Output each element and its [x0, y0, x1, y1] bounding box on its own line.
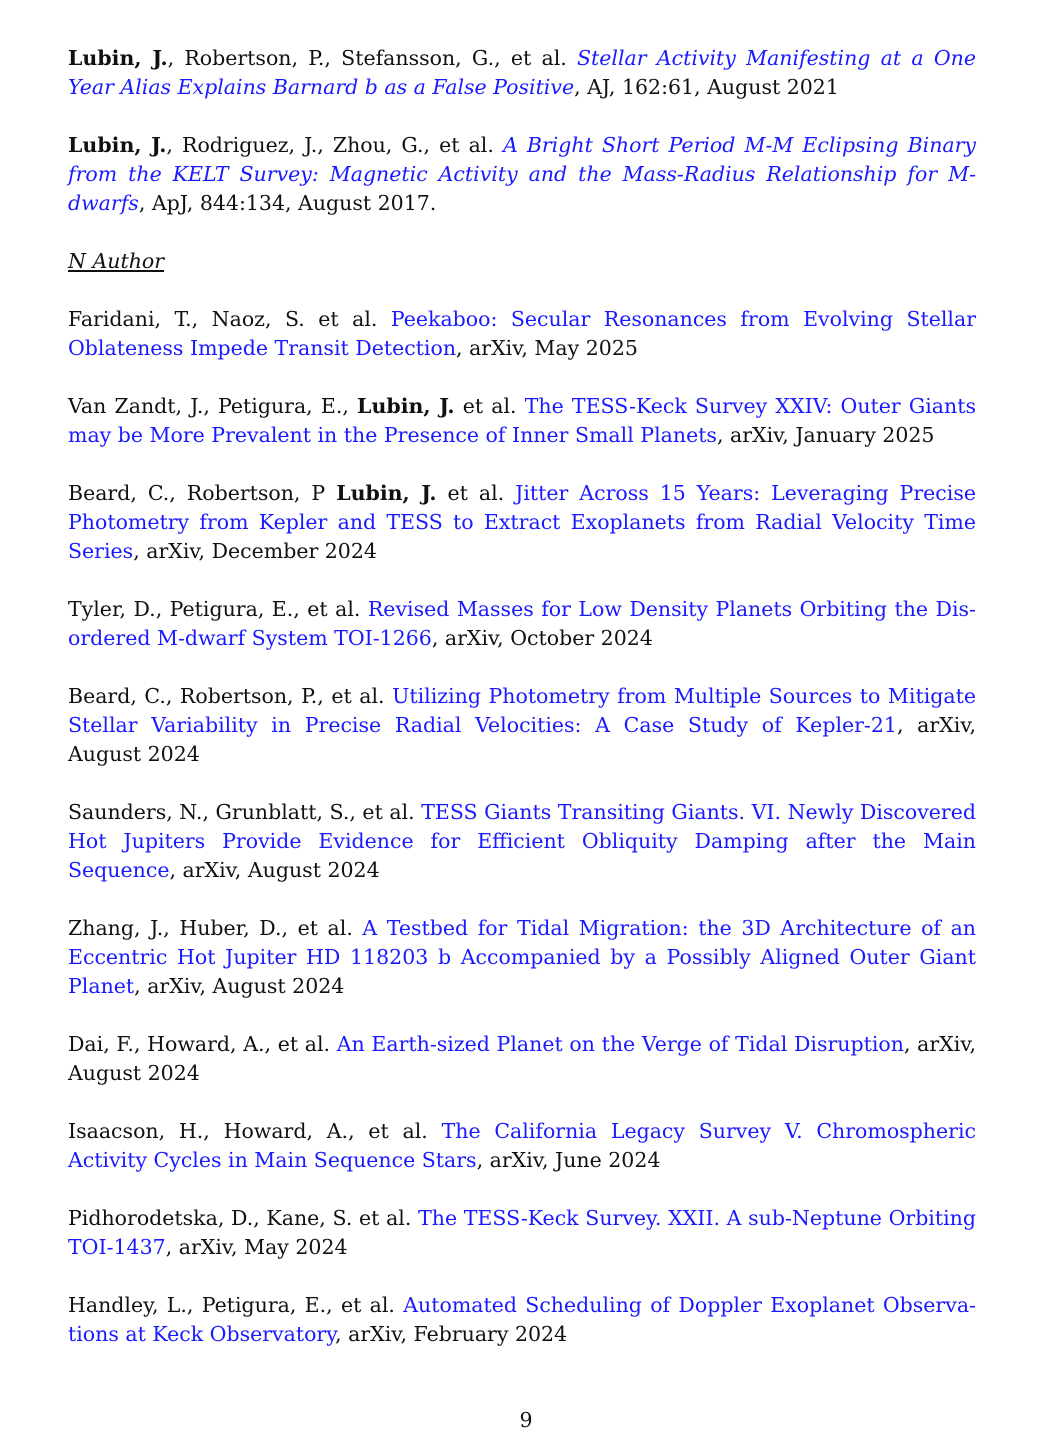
venue: , arXiv, August 2024 [169, 858, 380, 882]
paper-title-link[interactable]: Utilizing Photometry from Multiple Sources to Mitigate Stellar Variability in Precise Radial Velocities: A Case Study of Kepler-21 [68, 684, 976, 737]
venue: , arXiv, June 2024 [476, 1148, 661, 1172]
venue: , arXiv, December 2024 [133, 539, 377, 563]
author-self: Lubin, J. [68, 133, 167, 157]
publication-entry [68, 914, 976, 1001]
publication-entry [68, 1291, 976, 1349]
venue: , AJ, 162:61, August 2021 [574, 75, 839, 99]
venue: , arXiv, August 2024 [68, 713, 977, 766]
authors: Beard, C., Robertson, P., et al. [68, 684, 385, 708]
authors-after: et al. [447, 481, 505, 505]
paper-title-link[interactable]: Stellar Activity Manifesting at a One Year Alias Explains Barnard b as a False Positive [68, 46, 976, 99]
page-number: 9 [519, 1408, 533, 1432]
authors: Faridani, T., Naoz, S. et al. [68, 307, 378, 331]
authors: Isaacson, H., Howard, A., et al. [68, 1119, 428, 1143]
authors: Pidhorodetska, D., Kane, S. et al. [68, 1206, 412, 1230]
author-self: Lubin, J. [68, 46, 168, 70]
section-heading-n-author: N Author [68, 249, 165, 273]
paper-title-link[interactable]: Jitter Across 15 Years: Leveraging Precise Photometry from Kepler and TESS to Extract Exoplanets from Radial Velocity Time Series [68, 481, 976, 563]
authors: Saunders, N., Grunblatt, S., et al. [68, 800, 415, 824]
venue: , arXiv, January 2025 [716, 423, 935, 447]
coauthors: , Rodriguez, J., Zhou, G., et al. [166, 133, 494, 157]
publication-entry [68, 1030, 976, 1088]
publication-entry [68, 1204, 976, 1262]
publication-list [68, 44, 976, 1378]
publication-entry [68, 392, 976, 450]
paper-title-link[interactable]: The California Legacy Survey V. Chromospheric Activity Cycles in Main Sequence Stars [68, 1119, 976, 1172]
authors: Tyler, D., Petigura, E., et al. [68, 597, 361, 621]
publication-entry [68, 682, 976, 769]
authors: Handley, L., Petigura, E., et al. [68, 1293, 395, 1317]
paper-title-link[interactable]: A Testbed for Tidal Migration: the 3D Architecture of an Eccentric Hot Jupiter HD 118203 b Accompanied by a Possibly Aligned Outer Giant Planet [68, 916, 976, 998]
coauthors: , Robertson, P., Stefansson, G., et al. [167, 46, 567, 70]
venue: , arXiv, May 2024 [165, 1235, 348, 1259]
paper-title-link[interactable]: Automated Scheduling of Doppler Exoplanet Observations at Keck Observatory [68, 1293, 976, 1346]
publication-entry [68, 44, 976, 102]
author-self: Lubin, J. [357, 394, 455, 418]
venue: , arXiv, August 2024 [134, 974, 345, 998]
publication-entry [68, 131, 976, 218]
authors-after: et al. [462, 394, 517, 418]
publication-entry [68, 305, 976, 363]
authors: Zhang, J., Huber, D., et al. [68, 916, 353, 940]
venue: , arXiv, May 2025 [456, 336, 638, 360]
paper-title-link[interactable]: The TESS-Keck Survey. XXII. A sub-Neptune Orbiting TOI-1437 [68, 1206, 976, 1259]
paper-title-link[interactable]: Peekaboo: Secular Resonances from Evolving Stellar Oblateness Impede Transit Detection [68, 307, 976, 360]
venue: , arXiv, October 2024 [431, 626, 653, 650]
publication-entry [68, 1117, 976, 1175]
venue: , arXiv, August 2024 [68, 1032, 976, 1085]
venue: , ApJ, 844:134, August 2017. [138, 191, 437, 215]
paper-title-link[interactable]: A Bright Short Period M-M Eclipsing Binary from the KELT Survey: Magnetic Activity and the Mass-Radius Relationship for M-dwarfs [68, 133, 976, 215]
venue: , arXiv, February 2024 [335, 1322, 568, 1346]
authors: Beard, C., Robertson, P [68, 481, 326, 505]
paper-title-link[interactable]: Revised Masses for Low Density Planets Orbiting the Disordered M-dwarf System TOI-1266 [68, 597, 976, 650]
publication-entry [68, 798, 976, 885]
paper-title-link[interactable]: The TESS-Keck Survey XXIV: Outer Giants may be More Prevalent in the Presence of Inner Small Planets [68, 394, 976, 447]
publication-entry [68, 479, 976, 566]
authors: Van Zandt, J., Petigura, E., [68, 394, 349, 418]
paper-title-link[interactable]: TESS Giants Transiting Giants. VI. Newly Discovered Hot Jupiters Provide Evidence for Efficient Obliquity Damping after the Main Sequence [68, 800, 976, 882]
publication-entry [68, 595, 976, 653]
paper-title-link[interactable]: An Earth-sized Planet on the Verge of Tidal Disruption [336, 1032, 904, 1056]
author-self: Lubin, J. [336, 481, 437, 505]
authors: Dai, F., Howard, A., et al. [68, 1032, 331, 1056]
